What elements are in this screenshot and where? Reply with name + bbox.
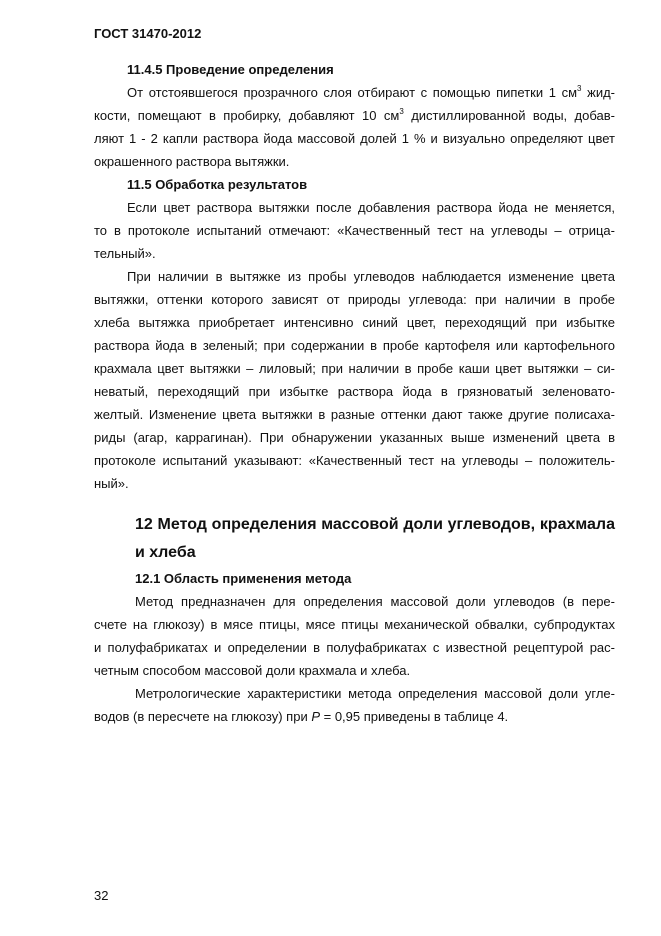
paragraph-line: окрашенного раствора вытяжки. <box>94 154 290 169</box>
paragraph-line: счете на глюкозу) в мясе птицы, мясе птицы механической обвалки, субпродуктах <box>94 617 615 632</box>
paragraph-line: водов (в пересчете на глюкозу) при P = 0,95 приведены в таблице 4. <box>94 709 509 724</box>
section-heading: 11.5 Обработка результатов <box>127 177 308 192</box>
chapter-heading: и хлеба <box>135 544 196 561</box>
paragraph-line: хлеба вытяжка приобретает интенсивно синий цвет, переходящий при избытке <box>94 315 615 330</box>
paragraph-line: то в протоколе испытаний отмечают: «Качественный тест на углеводы – отрица- <box>94 223 615 238</box>
variable-p: P <box>311 709 320 724</box>
paragraph-line: крахмала цвет вытяжки – лиловый; при наличии в пробе каши цвет вытяжки – си- <box>94 361 615 376</box>
paragraph-line: Метрологические характеристики метода определения массовой доли угле- <box>135 686 615 701</box>
paragraph-line: протоколе испытаний указывают: «Качественный тест на углеводы – положитель- <box>94 453 615 468</box>
paragraph-line: тельный». <box>94 246 156 261</box>
section-12-heading <box>135 511 615 567</box>
paragraph-line: риды (агар, каррагинан). При обнаружении указанных выше изменений цвета в <box>94 430 615 445</box>
section-heading: 12.1 Область применения метода <box>135 571 352 586</box>
paragraph-line: раствора йода в зеленый; при содержании в пробе картофеля или картофельного <box>94 338 615 353</box>
paragraph-line: Метод предназначен для определения массовой доли углеводов (в пере- <box>135 594 615 609</box>
section-11-4-5 <box>94 58 615 173</box>
document-header: ГОСТ 31470-2012 <box>94 26 202 41</box>
paragraph-line: ляют 1 - 2 капли раствора йода массовой долей 1 % и визуально определяют цвет <box>94 131 615 146</box>
paragraph-line: вытяжки, оттенки которого зависят от природы углевода: при наличии в пробе <box>94 292 615 307</box>
paragraph-line: неватый, переходящий при избытке раствора йода в грязноватый зеленовато- <box>94 384 615 399</box>
paragraph-line: Если цвет раствора вытяжки после добавления раствора йода не меняется, <box>127 200 615 215</box>
paragraph-line: четным способом массовой доли крахмала и хлеба. <box>94 663 411 678</box>
paragraph-line: При наличии в вытяжке из пробы углеводов наблюдается изменение цвета <box>127 269 615 284</box>
section-12-1 <box>94 567 615 728</box>
paragraph-line: кости, помещают в пробирку, добавляют 10 $см^3$ дистиллированной воды, добав- <box>94 106 615 123</box>
section-11-5 <box>94 173 615 495</box>
paragraph-line: и полуфабрикатах и определении в полуфабрикатах с известной рецептурой рас- <box>94 640 615 655</box>
section-heading: 11.4.5 Проведение определения <box>127 62 334 77</box>
chapter-heading: 12 Метод определения массовой доли углеводов, крахмала <box>135 516 615 533</box>
paragraph-line: желтый. Изменение цвета вытяжки в разные оттенки дают также другие полисаха- <box>94 407 615 422</box>
paragraph-line: От отстоявшегося прозрачного слоя отбирают с помощью пипетки 1 $см^3$ жид- <box>127 83 615 100</box>
page-number: 32 <box>94 888 109 903</box>
paragraph-line: ный». <box>94 476 129 491</box>
